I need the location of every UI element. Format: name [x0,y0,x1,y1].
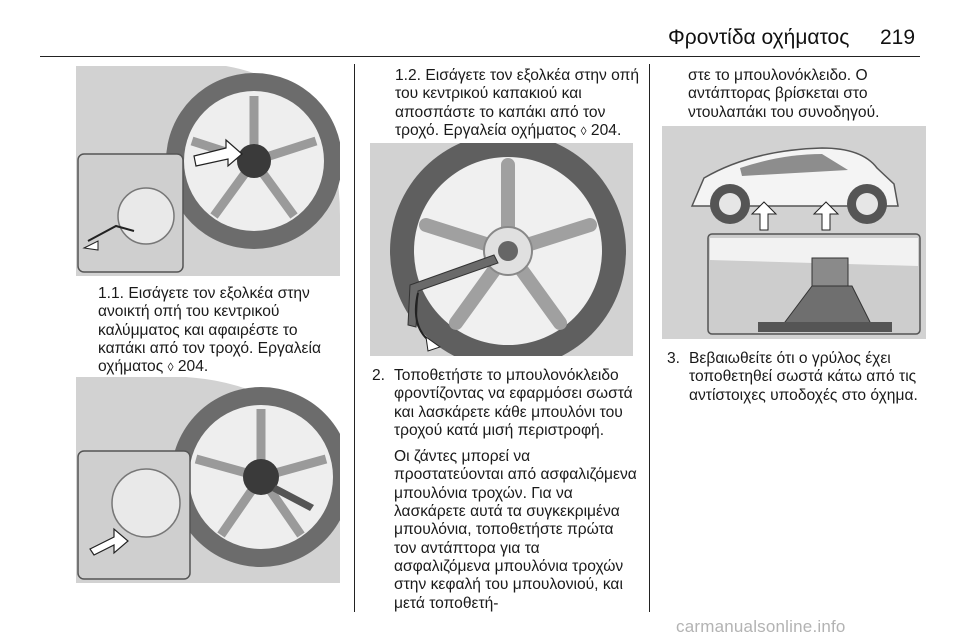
column-divider-2 [649,64,650,612]
continuation [688,67,932,122]
step-1-1: 1.1. Εισάγετε τον εξολκέα στην ανοικτή οπή του κεντρικού καλύμματος και αφαιρέστε το καπάκι από τον τροχό. Εργαλεία οχήματος ◊ 204. [98,285,321,376]
figure-hubcap-removal-2 [76,377,340,583]
step-1-1-text: 1.1. Εισάγετε τον εξολκέα στην ανοικτή οπή του κεντρικού καλύμματος και αφαιρέστε το καπάκι από τον τροχό. Εργαλεία οχήματος [98,285,321,376]
figure-jack-positions [662,126,926,339]
page-title: Φροντίδα οχήματος [668,26,850,49]
step-1-2-text: 1.2. Εισάγετε τον εξολκέα στην οπή του κεντρικού καπακιού και αποσπάστε το καπάκι από τον τροχό. Εργαλεία οχήματος [395,67,640,139]
step-1-2: 1.2. Εισάγετε τον εξολκέα στην οπή του κεντρικού καπακιού και αποσπάστε το καπάκι από τον τροχό. Εργαλεία οχήματος ◊ 204. [395,67,640,139]
page-number: 219 [880,26,916,49]
header-rule [40,56,920,57]
page-ref-link[interactable]: 204 [590,121,617,139]
page-ref-icon: ◊ [167,360,174,375]
step-2-number: 2. [372,367,386,384]
continuation-text: στε το μπουλονόκλειδο. Ο αντάπτορας βρίσκεται στο ντουλαπάκι του συνοδηγού. [688,67,880,121]
step-2 [372,367,640,613]
step-2-note: Οι ζάντες μπορεί να προστατεύονται από ασφαλιζόμενα μπουλόνια τροχών. Για να λασκάρετε αυτά τα συγκεκριμένα μπουλόνια, τοποθετήστε πρώτα τον αντάπτορα για τα ασφαλιζόμενα μπουλόνια τροχών στην κεφαλή του μπουλονιού, και μετά τοποθετή- [394,448,637,612]
figure-wheel-wrench [370,143,633,356]
page-ref-icon: ◊ [580,123,587,138]
step-2-text: Τοποθετήστε το μπουλονόκλειδο φροντίζοντας να εφαρμόσει σωστά και λασκάρετε κάθε μπουλόνι του τροχού κατά μισή περιστροφή. [394,367,633,439]
step-3 [667,350,929,405]
step-3-text: Βεβαιωθείτε ότι ο γρύλος έχει τοποθετηθεί σωστά κάτω από τις αντίστοιχες υποδοχές στο όχημα. [689,350,918,404]
step-3-number: 3. [667,350,681,367]
figure-hubcap-removal-1 [76,66,340,276]
column-divider-1 [354,64,355,612]
page-ref-link[interactable]: 204 [177,358,204,376]
watermark: carmanualsonline.info [676,617,846,636]
